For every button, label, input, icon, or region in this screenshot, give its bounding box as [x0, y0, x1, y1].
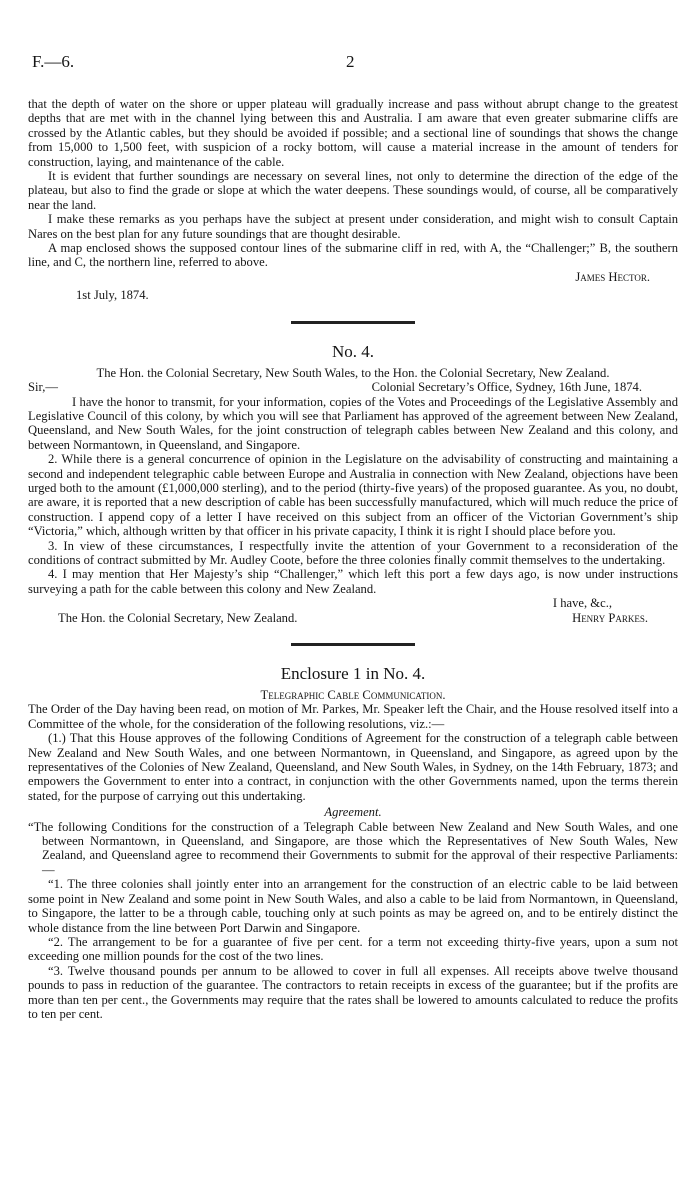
agreement-heading: Agreement. — [324, 805, 382, 820]
section-title: No. 4. — [331, 341, 375, 361]
hector-letter-continuation — [28, 97, 678, 303]
document-body — [28, 97, 678, 1021]
document-reference: F.—6. — [32, 52, 75, 71]
section-divider — [291, 321, 415, 324]
page-header — [28, 52, 678, 76]
letter-location-date: Colonial Secretary’s Office, Sydney, 16th June, 1874. — [371, 380, 642, 395]
agreement-intro: “The following Conditions for the construction of a Telegraph Cable between New Zealand and New South Wales, and one between Normantown, in Queensland, and Singapore, are those which the Representatives of New South Wales, New Zealand, and Queensland agree to recommend their Governments to submit for the approval of their respective Parliaments:— — [28, 819, 678, 877]
page-number: 2 — [346, 52, 355, 71]
enclosure-1 — [28, 664, 678, 1021]
letter-address: The Hon. the Colonial Secretary, New South Wales, to the Hon. the Colonial Secretary, New Zealand. — [96, 365, 610, 380]
paragraph: A map enclosed shows the supposed contour lines of the submarine cliff in red, with A, the “Challenger;” B, the southern line, and C, the northern line, referred to above. — [28, 241, 678, 270]
section-divider — [291, 643, 415, 646]
paragraph: The Order of the Day having been read, on motion of Mr. Parkes, Mr. Speaker left the Chair, and the House resolved itself into a Committee of the whole, for the consideration of the following resolutions, viz.:— — [28, 702, 678, 731]
paragraph: that the depth of water on the shore or upper plateau will gradually increase and pass without abrupt change to the greatest depths that are met with in the channel lying between this and Australia. I am aware that even greater submarine cliffs are crossed by the Atlantic cables, but they should be avoided if possible; and a sectional line of soundings that shows the change from 15,000 to 1,500 feet, with suspicion of a rocky bottom, will cause a material increase in the amount of tenders for construction, laying, and maintenance of the cable. — [28, 97, 678, 169]
condition: “1. The three colonies shall jointly enter into an arrangement for the construction of an electric cable to be laid between some point in New Zealand and some point in New South Wales, and also a cable to be laid from Normantown, in Queensland, to Singapore, the latter to be a through cable, touching only at such points as may be agreed on, and to be entirely distinct the whole distance from the line between Port Darwin and Singapore. — [28, 877, 678, 935]
letter-date: 1st July, 1874. — [76, 288, 149, 303]
paragraph: I make these remarks as you perhaps have the subject at present under consideration, and might wish to consult Captain Nares on the best plan for any future soundings that are thought desirable. — [28, 212, 678, 241]
paragraph: 2. While there is a general concurrence of opinion in the Legislature on the advisability of constructing and maintaining a second and independent telegraphic cable between Europe and Australia in connection with New Zealand, objections have been urged both to the amount (£1,000,000 sterling), and to the period (thirty-five years) of the proposed guarantee. As you, no doubt, are aware, it is reported that a new description of cable has been successfully manufactured, which will much reduce the price of construction. I append copy of a letter I have received on this subject from an officer of the Victorian Government’s ship “Victoria,” which, although written by that officer in his private capacity, I think it is right I should place before you. — [28, 452, 678, 539]
paragraph: I have the honor to transmit, for your information, copies of the Votes and Proceedings of the Legislative Assembly and Legislative Council of this colony, by which you will see that Parliament has approved of the agreement between New Zealand, Queensland, and New South Wales, for the joint construction of telegraph cables between New Zealand and this colony, and between Normantown, in Queensland, and Singapore. — [28, 394, 678, 452]
signature: Henry Parkes. — [572, 610, 648, 625]
enclosure-subtitle: Telegraphic Cable Communication. — [260, 688, 446, 702]
signature: James Hector. — [575, 269, 650, 284]
paragraph: 4. I may mention that Her Majesty’s ship “Challenger,” which left this port a few days ago, is now under instructions surveying a path for the cable between this colony and New Zealand. — [28, 567, 678, 596]
enclosure-title: Enclosure 1 in No. 4. — [280, 664, 426, 683]
paragraph: 3. In view of these circumstances, I respectfully invite the attention of your Government to a reconsideration of the conditions of contract submitted by Mr. Audley Coote, before the three colonies finally commit themselves to the undertaking. — [28, 538, 678, 567]
recipient: The Hon. the Colonial Secretary, New Zealand. — [58, 610, 298, 625]
condition: “3. Twelve thousand pounds per annum to be allowed to cover in full all expenses. All receipts above twelve thousand pounds to pass in reduction of the guarantee. The contractors to retain receipts in excess of the guarantee; but if the profits are more than ten per cent., the Governments may require that the rates shall be lowered to amounts calculated to reduce the profits to ten per cent. — [28, 963, 678, 1021]
letter-no-4 — [28, 342, 678, 625]
closing: I have, &c., — [552, 596, 612, 611]
salutation: Sir,— — [28, 380, 58, 395]
condition: “2. The arrangement to be for a guarantee of five per cent. for a term not exceeding thirty-five years, upon a sum not exceeding one million pounds for the cost of the two lines. — [28, 934, 678, 964]
paragraph: (1.) That this House approves of the following Conditions of Agreement for the construction of a telegraph cable between New Zealand and New South Wales, and one between Normantown, in Queensland, and Singapore, as agreed upon by the representatives of the Colonies of New Zealand, Queensland, and New South Wales, in Sydney, on the 14th February, 1873; and empowers the Government to enter into a contract, in conjunction with the other Governments named, upon the terms therein stated, for the purpose of carrying out this undertaking. — [28, 731, 678, 803]
paragraph: It is evident that further soundings are necessary on several lines, not only to determine the direction of the edge of the plateau, but also to find the grade or slope at which the water deepens. These soundings would, of course, all be comparatively near the land. — [28, 169, 678, 212]
